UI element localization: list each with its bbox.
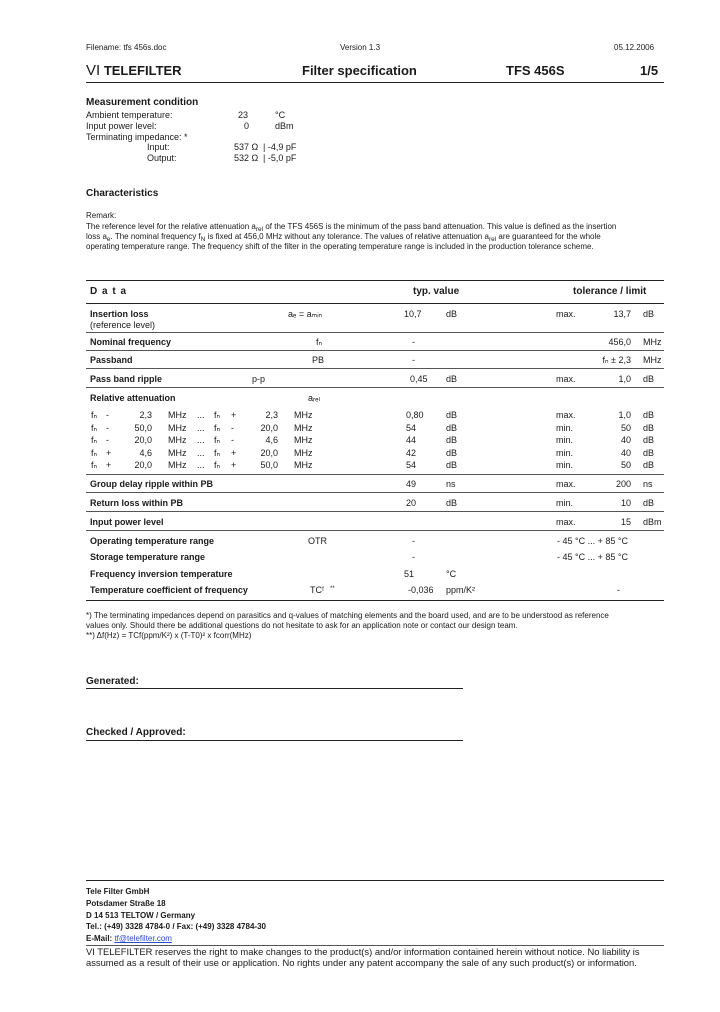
relatt-row-unit: dB	[446, 435, 458, 445]
tc-typ: -0,036	[408, 585, 434, 595]
relatt-row-typ: 44	[406, 435, 417, 445]
row-rule	[86, 511, 664, 512]
characteristics-title: Characteristics	[86, 188, 159, 199]
relatt-row-lim: min.	[556, 460, 574, 470]
relatt-row-lim: max.	[556, 410, 576, 420]
inv-temp-label: Frequency inversion temperature	[90, 569, 233, 579]
relatt-row-u2: MHz	[294, 435, 313, 445]
op-temp-symbol: OTR	[308, 536, 327, 546]
relatt-row-b: 50,0	[260, 460, 278, 470]
relatt-row-f2: fₙ	[214, 460, 221, 470]
relatt-row-typ: 54	[406, 422, 417, 433]
relatt-row-f1: fₙ	[91, 447, 98, 458]
footer-disclaimer-1: VI TELEFILTER reserves the right to make changes to the product(s) and/or information contained herein without notice. No liability is	[86, 946, 640, 957]
relatt-row-b: 4,6	[265, 435, 278, 445]
row-rule	[86, 368, 664, 369]
st-temp-label: Storage temperature range	[90, 552, 206, 562]
product-name: TFS 456S	[506, 63, 565, 78]
footer-rule	[86, 880, 664, 881]
col-header-typ: typ. value	[413, 286, 460, 297]
generated-line	[86, 688, 463, 689]
return-loss-unit: dB	[446, 498, 458, 508]
nominal-freq-limu: MHz	[643, 337, 662, 347]
relatt-row-s1: +	[106, 447, 112, 458]
header-date: 05.12.2006	[614, 43, 655, 52]
header-version: Version 1.3	[340, 43, 381, 52]
footer-email-row: E-Mail: tf@telefilter.com	[86, 934, 172, 943]
input-capacitance: | -4,9 pF	[263, 142, 297, 152]
group-delay-label: Group delay ripple within PB	[90, 479, 214, 489]
row-rule	[86, 350, 664, 351]
relatt-row-f1: fₙ	[91, 422, 98, 433]
relatt-row-a: 20,0	[134, 460, 152, 470]
nominal-freq-limv: 456,0	[608, 337, 631, 347]
remark-line-1: The reference level for the relative attenuation $a_{rel}$ of the TFS 456S is the minimum of the pass band attenuation. This value is defined as the insertion	[86, 222, 617, 233]
relatt-row-typ: 42	[406, 447, 417, 458]
relatt-row-dots: ...	[197, 410, 205, 420]
tc-symbol: TCᶠ **	[310, 585, 335, 595]
doc-title: Filter specification	[302, 63, 417, 78]
relatt-row-a: 2,3	[139, 410, 152, 420]
relatt-row-dots: ...	[197, 422, 205, 433]
input-power-label: Input power level	[90, 517, 164, 527]
relatt-row-s1: +	[106, 460, 112, 470]
ripple-label: Pass band ripple	[90, 374, 163, 384]
input-power-limu: dBm	[643, 517, 662, 527]
relatt-row-dots: ...	[197, 447, 205, 458]
checked-line	[86, 740, 463, 741]
relatt-row-f2: fₙ	[214, 422, 221, 433]
header-filename: Filename: tfs 456s.doc	[86, 43, 167, 52]
relatt-row-limv: 40	[620, 447, 631, 458]
group-delay-unit: ns	[446, 479, 456, 489]
relatt-row-f1: fₙ	[91, 410, 98, 420]
relatt-symbol: aᵣₑₗ	[308, 393, 321, 403]
relatt-row-limv: 1,0	[618, 410, 631, 420]
ripple-lim: max.	[556, 374, 576, 384]
company-logo	[86, 62, 182, 79]
relatt-row-f2: fₙ	[214, 447, 221, 458]
relatt-row-limu: dB	[643, 410, 655, 420]
output-label: Output:	[147, 153, 177, 163]
row-rule	[86, 332, 664, 333]
input-value: 537 Ω	[234, 142, 259, 152]
relatt-row-s1: -	[106, 422, 109, 433]
relatt-row-lim: min.	[556, 447, 574, 458]
relatt-row-unit: dB	[446, 460, 458, 470]
return-loss-label: Return loss within PB	[90, 498, 184, 508]
op-temp-typ: -	[412, 536, 415, 546]
footer-disclaimer-2: assumed as a result of their use or application. No rights under any patent accompany the sale of any such product(s) or information.	[86, 957, 637, 968]
nominal-freq-symbol: fₙ	[316, 337, 323, 347]
remark-line-2: loss $a_e$. The nominal frequency $f_N$ is fixed at 456,0 MHz without any tolerance. The values of relative attenuation $a_{rel}$ are guaranteed for the whole	[86, 232, 601, 243]
company-name: TELEFILTER	[103, 63, 182, 78]
group-delay-lim: max.	[556, 479, 576, 489]
tc-label: Temperature coefficient of frequency	[90, 585, 248, 595]
relatt-row-u1: MHz	[168, 435, 187, 445]
passband-label: Passband	[90, 355, 133, 365]
passband-limv: fₙ ± 2,3	[602, 355, 631, 365]
relatt-row-u1: MHz	[168, 422, 187, 433]
relatt-row-s2: -	[231, 435, 234, 445]
relatt-row-limu: dB	[643, 435, 655, 445]
relatt-row-limv: 50	[620, 422, 631, 433]
op-temp-label: Operating temperature range	[90, 536, 215, 546]
relatt-row-limu: dB	[643, 447, 655, 458]
relatt-row-b: 2,3	[265, 410, 278, 420]
insertion-loss-unit: dB	[446, 309, 458, 319]
relatt-row-limu: dB	[643, 460, 655, 470]
measurement-title: Measurement condition	[86, 97, 199, 108]
relatt-row-b: 20,0	[260, 422, 278, 433]
power-unit: dBm	[275, 121, 294, 131]
relatt-row-unit: dB	[446, 447, 458, 458]
relatt-row-s1: -	[106, 410, 109, 420]
relatt-row-unit: dB	[446, 410, 458, 420]
insertion-loss-symbol: aₑ = aₘᵢₙ	[288, 309, 323, 319]
nominal-freq-label: Nominal frequency	[90, 337, 172, 347]
remark-line-3: operating temperature range. The frequency shift of the filter in the operating temperature range is included in the production tolerance scheme.	[86, 242, 594, 251]
footer-company: Tele Filter GmbH	[86, 887, 150, 896]
note-1: *) The terminating impedances depend on parasitics and q-values of matching elements and the board used, and are to be understood as reference	[86, 611, 609, 620]
relatt-row-a: 50,0	[134, 422, 152, 433]
relatt-row-u2: MHz	[294, 410, 313, 420]
ambient-unit: °C	[275, 110, 286, 120]
relatt-row-s1: -	[106, 435, 109, 445]
table-header-rule	[86, 303, 664, 304]
insertion-loss-typ: 10,7	[404, 309, 422, 319]
ripple-typ: 0,45	[410, 374, 428, 384]
relatt-row-lim: min.	[556, 435, 574, 445]
relatt-row-u1: MHz	[168, 410, 187, 420]
relatt-row-f2: fₙ	[214, 435, 221, 445]
relatt-row-a: 4,6	[139, 447, 152, 458]
ripple-limu: dB	[643, 374, 655, 384]
nominal-freq-typ: -	[412, 337, 415, 347]
return-loss-limv: 10	[620, 498, 631, 508]
return-loss-limu: dB	[643, 498, 655, 508]
ripple-unit: dB	[446, 374, 458, 384]
relatt-row-a: 20,0	[134, 435, 152, 445]
insertion-loss-limv: 13,7	[613, 309, 631, 319]
relatt-row-u2: MHz	[294, 460, 313, 470]
inv-temp-typ: 51	[404, 569, 415, 579]
passband-symbol: PB	[312, 355, 325, 365]
row-rule	[86, 387, 664, 388]
st-temp-limv: - 45 °C ... + 85 °C	[557, 552, 628, 562]
impedance-label: Terminating impedance: *	[86, 132, 188, 142]
ripple-limv: 1,0	[618, 374, 631, 384]
output-capacitance: | -5,0 pF	[263, 153, 297, 163]
row-rule	[86, 492, 664, 493]
relatt-row-s2: -	[231, 422, 234, 433]
tc-limv: -	[617, 585, 620, 595]
group-delay-typ: 49	[406, 479, 417, 489]
st-temp-typ: -	[412, 552, 415, 562]
relatt-row-s2: +	[231, 410, 237, 420]
power-value: 0	[244, 121, 250, 131]
email-link[interactable]: tf@telefilter.com	[114, 934, 172, 943]
checked-label: Checked / Approved:	[86, 727, 186, 738]
row-rule	[86, 474, 664, 475]
note-2: values only. Should there be additional questions do not hesitate to ask for an application note or contact our design team.	[86, 621, 518, 630]
col-header-tolerance: tolerance / limit	[573, 286, 647, 297]
relatt-row-s2: +	[231, 460, 237, 470]
insertion-loss-limu: dB	[643, 309, 655, 319]
relatt-row-lim: min.	[556, 422, 574, 433]
table-top-rule	[86, 280, 664, 281]
relatt-row-f2: fₙ	[214, 410, 221, 420]
relatt-row-u2: MHz	[294, 422, 313, 433]
return-loss-lim: min.	[556, 498, 574, 508]
footer-tel: Tel.: (+49) 3328 4784-0 / Fax: (+49) 3328 4784-30	[86, 922, 266, 931]
input-label: Input:	[147, 142, 170, 152]
insertion-loss-label: Insertion loss	[90, 309, 149, 319]
relatt-row-u2: MHz	[294, 447, 313, 458]
row-rule	[86, 530, 664, 531]
return-loss-typ: 20	[406, 498, 417, 508]
relatt-row-limv: 50	[620, 460, 631, 470]
table-bottom-rule	[86, 600, 664, 601]
relatt-label: Relative attenuation	[90, 393, 176, 403]
relatt-row-u1: MHz	[168, 460, 187, 470]
page-number: 1/5	[640, 63, 659, 78]
input-power-lim: max.	[556, 517, 576, 527]
relatt-row-limv: 40	[620, 435, 631, 445]
header-rule	[86, 82, 664, 83]
ambient-value: 23	[238, 110, 249, 120]
vi-logo: VI	[86, 62, 101, 79]
footer-street: Potsdamer Straße 18	[86, 899, 166, 908]
power-label: Input power level:	[86, 121, 157, 131]
footer-city: D 14 513 TELTOW / Germany	[86, 911, 196, 920]
generated-label: Generated:	[86, 676, 139, 687]
relatt-row-dots: ...	[197, 435, 205, 445]
relatt-row-b: 20,0	[260, 447, 278, 458]
relatt-row-f1: fₙ	[91, 460, 98, 470]
insertion-loss-sub: (reference level)	[90, 320, 156, 330]
tc-unit: ppm/K²	[446, 585, 476, 595]
passband-typ: -	[412, 355, 415, 365]
col-header-data: D a t a	[90, 286, 128, 297]
input-power-limv: 15	[620, 517, 631, 527]
relatt-row-dots: ...	[197, 460, 205, 470]
relatt-row-limu: dB	[643, 422, 655, 433]
output-value: 532 Ω	[234, 153, 259, 163]
op-temp-limv: - 45 °C ... + 85 °C	[557, 536, 628, 546]
relatt-row-f1: fₙ	[91, 435, 98, 445]
relatt-row-unit: dB	[446, 422, 458, 433]
inv-temp-unit: °C	[446, 569, 457, 579]
relatt-row-s2: +	[231, 447, 237, 458]
insertion-loss-lim: max.	[556, 309, 576, 319]
group-delay-limu: ns	[643, 479, 653, 489]
ripple-symbol: p-p	[252, 374, 266, 384]
relatt-row-typ: 0,80	[406, 410, 424, 420]
remark-label: Remark:	[86, 211, 117, 220]
relatt-row-u1: MHz	[168, 447, 187, 458]
relatt-row-typ: 54	[406, 460, 417, 470]
note-3: **) Δf(Hz) = TCf(ppm/K²) x (T-T0)² x fcorr(MHz)	[86, 631, 252, 640]
group-delay-limv: 200	[615, 479, 631, 489]
passband-limu: MHz	[643, 355, 662, 365]
ambient-label: Ambient temperature:	[86, 110, 173, 120]
